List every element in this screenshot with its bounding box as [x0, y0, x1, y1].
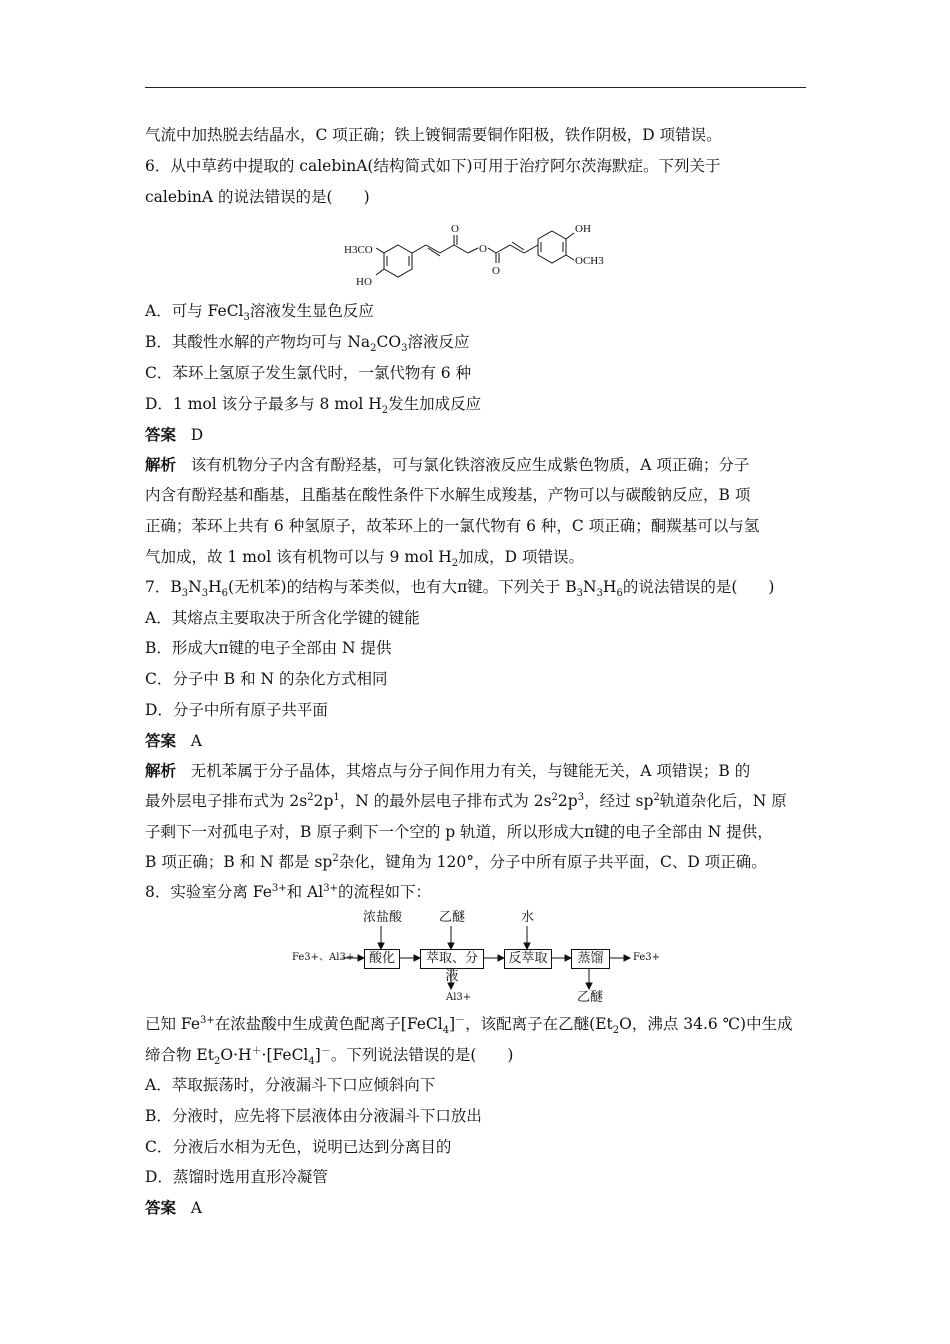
q8-option-b: B．分液时，应先将下层液体由分液漏斗下口放出: [145, 1107, 482, 1125]
flow-step-back-extract: 反萃取: [504, 949, 552, 969]
flow-reagent-water: 水: [521, 910, 535, 925]
flow-reagent-ether: 乙醚: [439, 910, 466, 925]
q6-explanation-line3: 正确；苯环上共有 6 种氢原子，故苯环上的一氯代物有 6 种，C 项正确；酮羰基可以与氢: [145, 517, 760, 535]
q6-answer: 答案 D: [145, 425, 204, 444]
q6-stem-line2: calebinA 的说法错误的是( ): [145, 188, 370, 206]
struct-ho-label: HO: [356, 276, 372, 288]
flow-step-extract: 萃取、分液: [420, 949, 484, 969]
prev-explanation-tail: 气流中加热脱去结晶水，C 项正确；铁上镀铜需要铜作阳极，铁作阴极，D 项错误。: [145, 126, 722, 144]
struct-ketone-o: O: [451, 223, 459, 235]
flow-step-acidify: 酸化: [364, 949, 400, 969]
q6-option-d: D．1 mol 该分子最多与 8 mol $H_2$发生加成反应: [145, 395, 482, 417]
q7-explanation-line1: 解析 无机苯属于分子晶体，其熔点与分子间作用力有关，与键能无关，A 项错误；B 的: [145, 761, 751, 780]
struct-ester-o: O: [479, 243, 487, 255]
q7-stem: 7．$B_3N_3H_6$(无机苯)的结构与苯类似，也有大π键。下列关于 $B_3N_3H_6$的说法错误的是( ): [145, 578, 775, 600]
q7-option-d: D．分子中所有原子共平面: [145, 701, 328, 719]
q7-option-a: A．其熔点主要取决于所含化学键的键能: [145, 609, 420, 627]
q7-explanation-line2: 最外层电子排布式为 $2s^22p^1$，N 的最外层电子排布式为 $2s^22p^3$，经过 $sp^2$轨道杂化后，N 原: [145, 791, 787, 810]
q6-stem-line1: 6．从中草药中提取的 calebinA(结构简式如下)可用于治疗阿尔茨海默症。下列关于: [145, 157, 721, 175]
struct-och3-label: OCH3: [575, 255, 604, 267]
q6-explanation-line4: 气加成，故 1 mol 该有机物可以与 9 mol $H_2$加成，D 项错误。: [145, 548, 585, 570]
q7-explanation-line3: 子剩下一对孤电子对，B 原子剩下一个空的 p 轨道，所以形成大π键的电子全部由 N 提供，: [145, 823, 773, 841]
separation-flowchart: [290, 908, 670, 1008]
q6-option-a: A．可与 FeCl$_3$溶液发生显色反应: [145, 302, 374, 324]
q6-explanation-line1: 解析 该有机物分子内含有酚羟基，可与氯化铁溶液反应生成紫色物质，A 项正确；分子: [145, 455, 750, 474]
q6-explanation-line2: 内含有酚羟基和酯基，且酯基在酸性条件下水解生成羧基，产物可以与碳酸钠反应，B 项: [145, 486, 751, 504]
q6-option-c: C．苯环上氢原子发生氯代时，一氯代物有 6 种: [145, 364, 472, 382]
flow-output-ether: 乙醚: [577, 990, 604, 1005]
header-rule: [145, 87, 806, 88]
flow-step-distill: 蒸馏: [571, 949, 610, 969]
q8-stem: 8．实验室分离 $Fe^{3+}$和 $Al^{3+}$的流程如下：: [145, 882, 431, 901]
flow-reagent-hcl: 浓盐酸: [363, 910, 403, 925]
flow-output-al: Al3+: [446, 992, 472, 1003]
flow-output-fe: Fe3+: [633, 952, 661, 963]
q6-option-b: B．其酸性水解的产物均可与 $Na_2CO_3$溶液反应: [145, 333, 470, 355]
q8-info-line2: 缔合物 $Et_2O\cdot H^+\cdot[FeCl_4]^-$。下列说法错误的是( ): [145, 1045, 514, 1068]
struct-carbonyl-o: O: [492, 265, 500, 277]
q7-answer: 答案 A: [145, 731, 202, 750]
q8-answer: 答案 A: [145, 1198, 202, 1217]
q7-option-c: C．分子中 B 和 N 的杂化方式相同: [145, 670, 388, 688]
q7-option-b: B．形成大π键的电子全部由 N 提供: [145, 639, 392, 657]
q7-explanation-line4: B 项正确；B 和 N 都是 $sp^2$杂化，键角为 120°，分子中所有原子共平面，C、D 项正确。: [145, 852, 767, 871]
q8-option-a: A．萃取振荡时，分液漏斗下口应倾斜向下: [145, 1076, 436, 1094]
calebinA-structure: [330, 215, 630, 295]
q8-info-line1: 已知 $Fe^{3+}$在浓盐酸中生成黄色配离子[FeCl$_4$]－，该配离子在乙醚($Et_2O$，沸点 34.6 ℃)中生成: [145, 1014, 793, 1037]
q8-option-c: C．分液后水相为无色，说明已达到分离目的: [145, 1138, 452, 1156]
q8-option-d: D．蒸馏时选用直形冷凝管: [145, 1168, 328, 1186]
struct-oh-label: OH: [575, 223, 591, 235]
struct-h3co-label: H3CO: [344, 244, 373, 256]
flow-input-ions: Fe3+、Al3+: [292, 952, 355, 963]
